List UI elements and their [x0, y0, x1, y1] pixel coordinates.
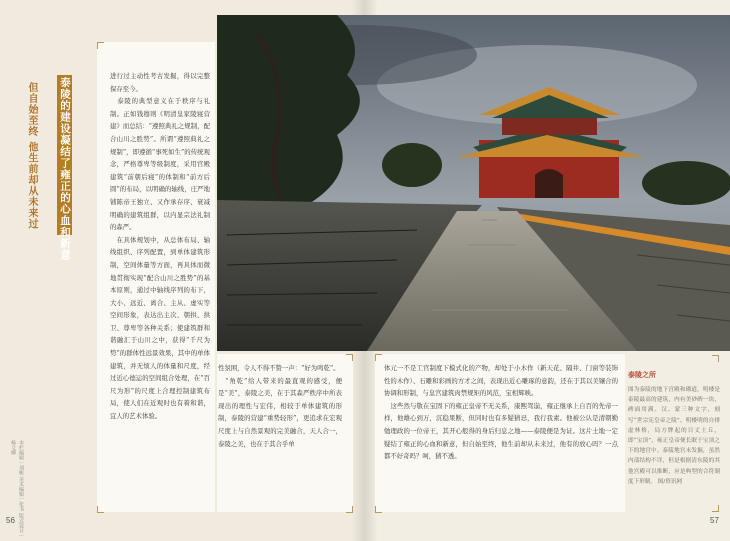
frame-corner	[97, 42, 104, 49]
photo-illustration	[217, 15, 730, 351]
body-column-3: 体元一不是工官制度下模式化的产物，却处于小木作（新天花、隔井、门窗等装饰性的木作）、石雕和彩画的方才之间，表现出近心雕琢的意韵，还在于其以美镶合的协调和形制，与皇宫建筑肉禁规矩的风范，宝相辉映。 这些然与敬在宝固下的雍正皇帝不无关系，康熙驾崩，雍正继承上自百的先帝一样，他雄心到万，沉稳果断，但同时也有多疑猜忌，我行我素。他被公认是清朝勤勉理政的一位帝王，其开心般得的身后归息之地——泰陵便是为证。这片土地一定疑结了雍正的心血和新意，但自始至终，他生前却从未来过，他有的放心吗？一点都不好奇吗？呵，猜不透。	[384, 364, 618, 461]
subheadline: 但自始至终 他生前却从未来过	[26, 82, 37, 230]
frame-corner	[375, 506, 382, 513]
caption-text: 图为泰陵的地下宫殿和砌道，明楼是泰陵最高的建筑，内有美砂碑一块，碑面用满、汉、蒙三种文字，刻写“世宗宪皇帝之陵”，明楼明的自排虚林格，局方牌起的日丈土丘，即“宝顶”，雍正皇帝便长眠于宝顶之下的地宫中。泰陵地宫未发掘，虽然内部结构不详，但是根据清东陵的其他宫殿可以推断，应是典型的合符制度下形制。 图/资讯网	[628, 387, 720, 485]
body-column-2: 性氛围，令人不得不赞一声：“好为鸣乾”。 “角乾”给人带来的最直观的感受，便是“美”，泰陵之美，在于其森严秩序中所表现出的理性与宏伟，相较于单体建筑的形制，泰陵的营建“重势轻形”，更追求在宏观尺度上与自然景观的完美融合，天人合一，泰陵之美，也在于其合乎单	[218, 364, 342, 448]
page-number-left: 56	[6, 516, 15, 525]
frame-corner	[97, 506, 104, 513]
frame-corner	[346, 354, 353, 361]
body-column-1: 进行过主动性考古发掘，得以完整保存至今。 泰陵的典型意义在于秩序与礼制。正如钱穆则《明清皇家陵寝营建》而总结：“遵照典礼之规制，配合山川之胜势”。所谓“遵照典礼之规制”，即遵循“事死如生”的传统观念，严格尊卑等级制度，采用官殿建筑“前朝后寝”的体制和“前方后圆”的布局，以明确的轴线，庄严地铺陈帝王独立、又作承存序、衰减明确的建筑组群，以内显宗法礼制的森严。 在具体规划中，从总体布局、轴线组织、序列配置，到单体建筑形制，空间体量等方面，再具体而微地贯彻实现“配合山川之胜势”的基本原则，通过中轴线序列的布下，大小、远近、离合、主从、虚实等空间形象，表达出主次、朝拱、拱卫、尊卑等各种关系；使建筑群和谐融汇于山川之中，获得“千尺为势”的群体性远景效果，其中的单体建筑，并无烦人的体量和尺度，经过近心德运的空间组合处理，在“百尺为形”的尺度上合理控制建筑布局，使人们在近观时也有着和谐，宜人的艺术体验。	[110, 72, 210, 421]
frame-corner	[375, 354, 382, 361]
frame-corner	[712, 355, 719, 362]
credits: 本栏编辑｜刘彬 美术编辑｜张书 版式设计｜杨文卿	[10, 440, 24, 539]
caption-title: 泰陵之所	[628, 370, 656, 379]
frame-corner	[712, 505, 719, 512]
frame-corner	[346, 506, 353, 513]
page-number-right: 57	[710, 516, 719, 525]
tomb-photo	[217, 15, 730, 351]
headline: 泰陵的建设凝结了雍正的心血和新意	[59, 77, 71, 261]
